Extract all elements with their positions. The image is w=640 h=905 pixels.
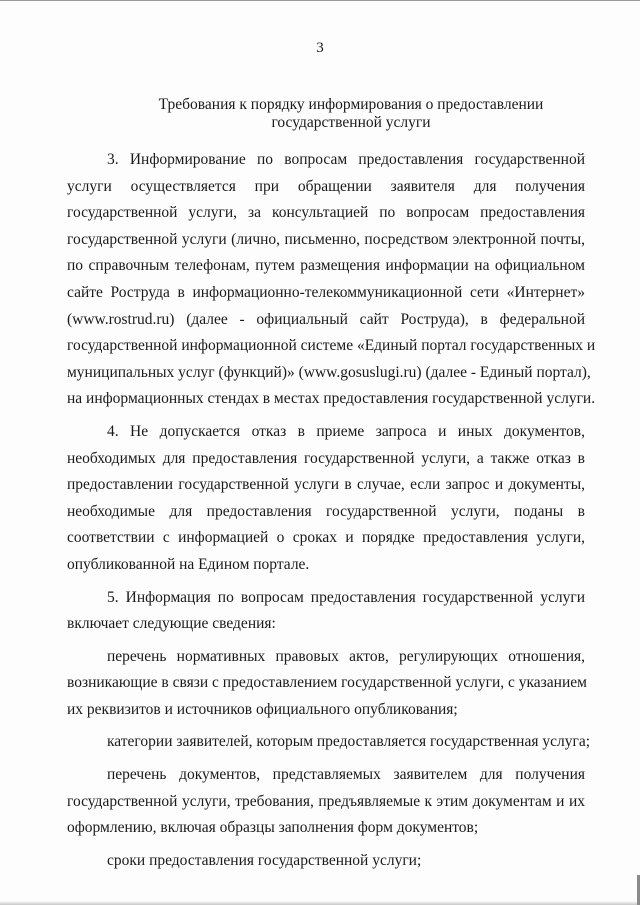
text-line: сайте Роструда в информационно-телекоммуникационной сети «Интернет» <box>67 283 585 301</box>
text-line: услуги осуществляется при обращении заявителя для получения <box>67 177 585 195</box>
paragraph-5 <box>67 585 585 638</box>
scan-edge-top <box>0 0 640 3</box>
text-line: (www.rostrud.ru) (далее - официальный сайт Роструда), в федеральной <box>67 310 585 328</box>
text-line: опубликованной на Едином портале. <box>67 555 310 573</box>
text-line: 3. Информирование по вопросам предоставления государственной <box>107 151 585 168</box>
list-item-normative-acts <box>67 644 585 724</box>
text-line: их реквизитов и источников официального опубликования; <box>67 700 458 718</box>
text-line: муниципальных услуг (функций)» (www.gosuslugi.ru) (далее - Единый портал), <box>67 363 591 381</box>
text-line: оформлению, включая образцы заполнения форм документов; <box>67 819 479 837</box>
text-line: возникающие в связи с предоставлением государственной услуги, с указанием <box>67 674 587 692</box>
text-line: сроки предоставления государственной услуги; <box>107 851 422 869</box>
paragraph-3 <box>67 147 596 413</box>
list-item-applicant-categories <box>67 729 591 756</box>
scan-edge-bottom <box>0 901 640 905</box>
paragraph-4 <box>67 419 585 579</box>
text-line: государственной услуги (лично, письменно, посредством электронной почты, <box>67 230 585 248</box>
text-line: на информационных стендах в местах предоставления государственной услуги. <box>67 390 596 408</box>
text-line: необходимых для предоставления государственной услуги, а также отказ в <box>67 449 585 467</box>
text-line: перечень нормативных правовых актов, регулирующих отношения, <box>107 647 585 665</box>
text-line: государственной услуги, за консультацией по вопросам предоставления <box>67 204 585 222</box>
section-title <box>60 96 640 132</box>
text-line: категории заявителей, которым предоставляется государственная услуга; <box>107 733 591 751</box>
body-text <box>67 147 596 874</box>
text-line: по справочным телефонам, путем размещения информации на официальном <box>67 257 585 275</box>
section-title-line-2: государственной услуги <box>271 114 431 131</box>
text-line: 4. Не допускается отказ в приеме запроса и иных документов, <box>107 422 585 440</box>
text-line: предоставлении государственной услуги в случае, если запрос и документы, <box>67 476 585 494</box>
list-item-deadlines <box>67 848 585 875</box>
section-title-line-1: Требования к порядку информирования о предоставлении <box>158 96 544 113</box>
text-line: государственной информационной системе «Единый портал государственных и <box>67 337 596 355</box>
text-line: перечень документов, представляемых заявителем для получения <box>107 766 585 784</box>
text-line: 5. Информация по вопросам предоставления государственной услуги <box>107 588 585 606</box>
text-line: включает следующие сведения: <box>67 615 276 633</box>
text-line: соответствии с информацией о сроках и порядке предоставления услуги, <box>67 529 585 547</box>
list-item-documents <box>67 762 585 842</box>
page-number: 3 <box>316 40 324 56</box>
text-line: необходимые для предоставления государственной услуги, поданы в <box>67 502 585 520</box>
text-line: государственной услуги, требования, предъявляемые к этим документам и их <box>67 792 585 810</box>
